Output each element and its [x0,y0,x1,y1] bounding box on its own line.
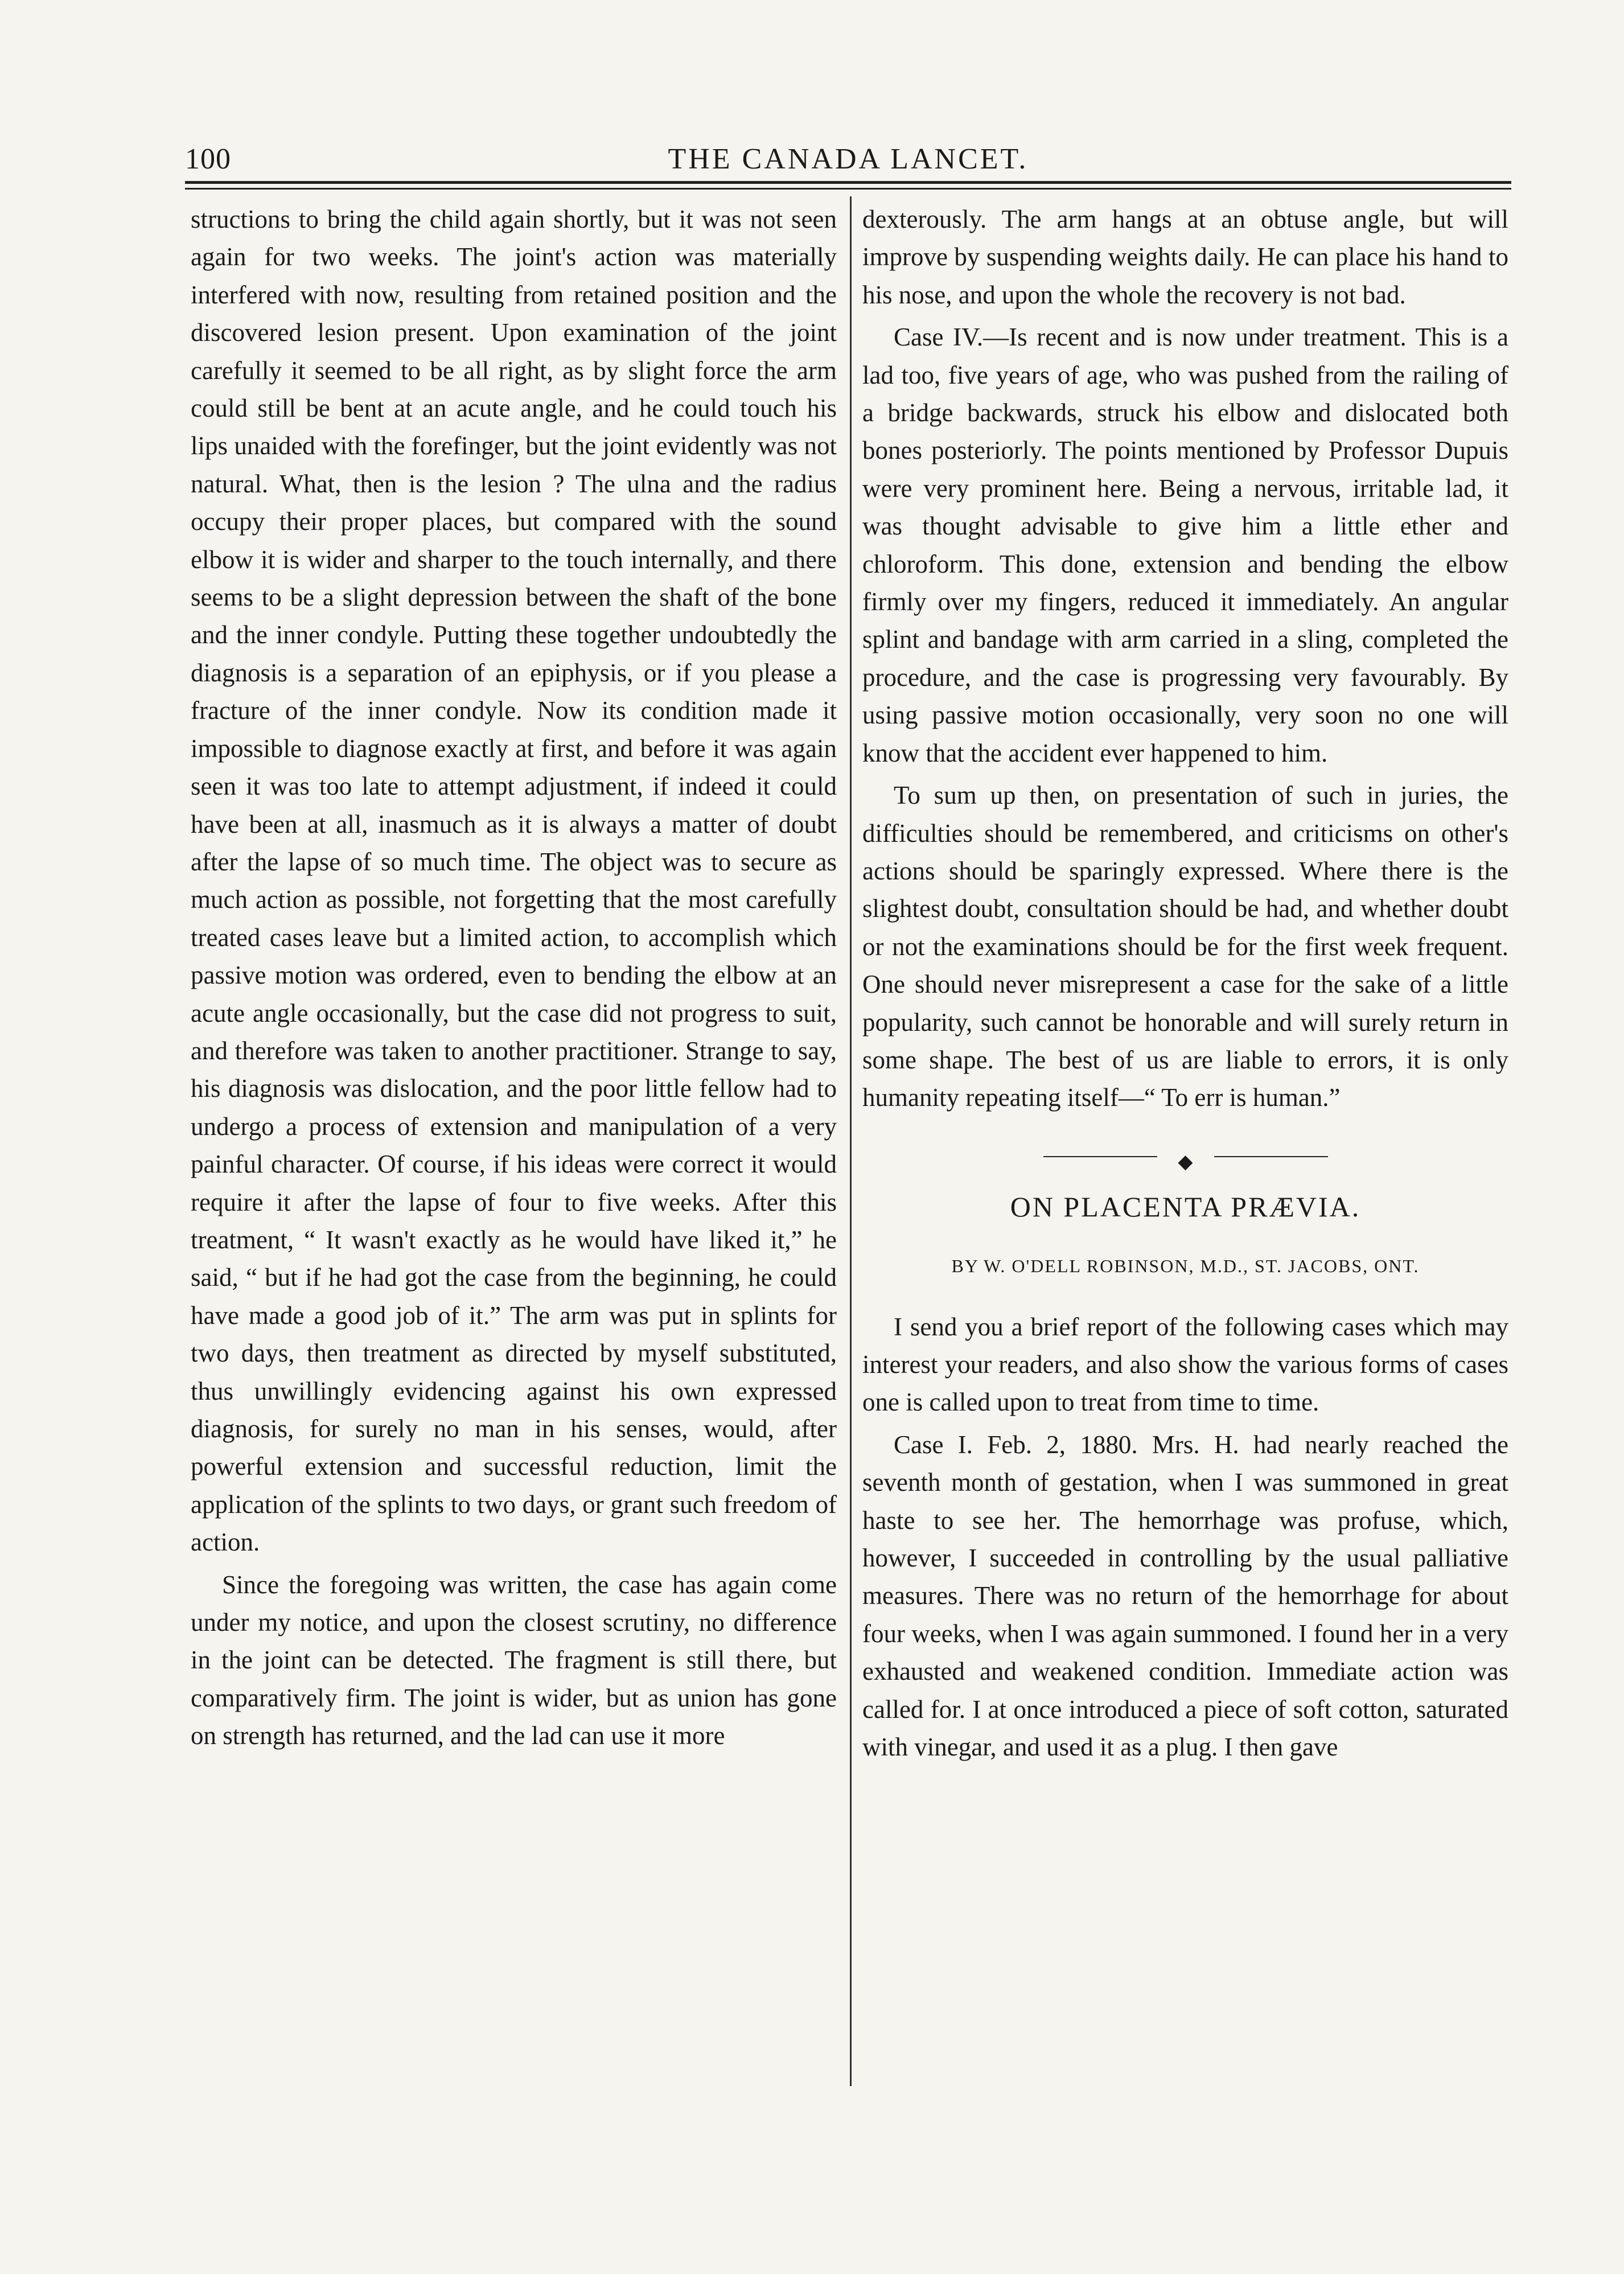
paragraph: Case I. Feb. 2, 1880. Mrs. H. had nearly reached the seventh month of gestation, when I was summoned in great haste to see her. The hemorrhage was profuse, which, however, I succeeded in controlling by the usual palliative measures. There was no return of the hemorrhage for about four weeks, when I was again summoned. I found her in a very exhausted and weakened condition. Immediate action was called for. I at once introduced a piece of soft cotton, saturated with vinegar, and used it as a plug. I then gave [862,1430,1508,1762]
journal-title: THE CANADA LANCET. [668,143,1029,175]
ornament-line-left [1043,1156,1157,1157]
header-rule-secondary [185,188,1511,190]
section-ornament [1043,1148,1328,1173]
article-byline: BY W. O'DELL ROBINSON, M.D., ST. JACOBS, ONT. [951,1256,1420,1277]
paragraph: To sum up then, on presentation of such in juries, the difficulties should be remembered, and criticisms on other's actions should be sparingly expressed. Where there is the slightest doubt, consultation should be had, and whether doubt or not the examinations should be for the first week frequent. One should never misrepresent a case for the sake of a little popularity, such cannot be honorable and will surely return in some shape. The best of us are liable to errors, it is only humanity repeating itself—“ To err is human.” [862,781,1508,1112]
paragraph: Since the foregoing was written, the case has again come under my notice, and upon the closest scrutiny, no difference in the joint can be detected. The fragment is still there, but comparatively firm. The joint is wider, but as union has gone on strength has returned, and the lad can use it more [191,1570,837,1750]
paragraph: I send you a brief report of the following cases which may interest your readers, and also show the various forms of cases one is called upon to treat from time to time. [862,1312,1508,1417]
column-divider [850,196,852,2086]
page-header [185,142,1511,176]
paragraph: structions to bring the child again shortly, but it was not seen again for two weeks. The joint's action was materially interfered with now, resulting from retained position and the discovered lesion present. Upon examination of the joint carefully it seemed to be all right, as by slight force the arm could still be bent at an acute angle, and he could touch his lips unaided with the forefinger, but the joint evidently was not natural. What, then is the lesion ? The ulna and the radius occupy their proper places, but compared with the sound elbow it is wider and sharper to the touch internally, and there seems to be a slight depression between the shaft of the bone and the inner condyle. Putting these together undoubtedly the diagnosis is a separation of an epiphysis, or if you please a fracture of the inner condyle. Now its condition made it impossible to diagnose exactly at first, and before it was again seen it was too late to attempt adjustment, if indeed it could have been at all, inasmuch as it is always a matter of doubt after the lapse of so much time. The object was to secure as much action as possible, not forgetting that the most carefully treated cases leave but a limited action, to accomplish which passive motion was ordered, even to bending the elbow at an acute angle occasionally, but the case did not progress to suit, and therefore was taken to another practitioner. Strange to say, his diagnosis was dislocation, and the poor little fellow had to undergo a process of extension and manipulation of a very painful character. Of course, if his ideas were correct it would require it after the lapse of four to five weeks. After this treatment, “ It wasn't exactly as he would have liked it,” he said, “ but if he had got the case from the beginning, he could have made a good job of it.” The arm was put in splints for two days, then treatment as directed by myself substituted, thus unwillingly evidencing against his own expressed diagnosis, for surely no man in his senses, would, after powerful extension and successful reduction, limit the application of the splints to two days, or grant such freedom of action. [191,205,837,1557]
header-rule [185,181,1511,184]
paragraph: Case IV.—Is recent and is now under treatment. This is a lad too, five years of age, who was pushed from the railing of a bridge backwards, struck his elbow and dislocated both bones posteriorly. The points mentioned by Professor Dupuis were very prominent here. Being a nervous, irritable lad, it was thought advisable to give him a little ether and chloroform. This done, extension and bending the elbow firmly over my fingers, reduced it immediately. An angular splint and bandage with arm carried in a sling, completed the procedure, and the case is progressing very favourably. By using passive motion occasionally, very soon no one will know that the accident ever happened to him. [862,323,1508,767]
ornament-diamond-icon: ◆ [1178,1151,1193,1173]
paragraph: dexterously. The arm hangs at an obtuse angle, but will improve by suspending weights daily. He can place his hand to his nose, and upon the whole the recovery is not bad. [862,205,1508,309]
right-column [862,200,1508,1766]
left-column [191,200,837,1755]
article-title: ON PLACENTA PRÆVIA. [1010,1190,1361,1223]
ornament-line-right [1214,1156,1328,1157]
page-number: 100 [185,143,231,175]
